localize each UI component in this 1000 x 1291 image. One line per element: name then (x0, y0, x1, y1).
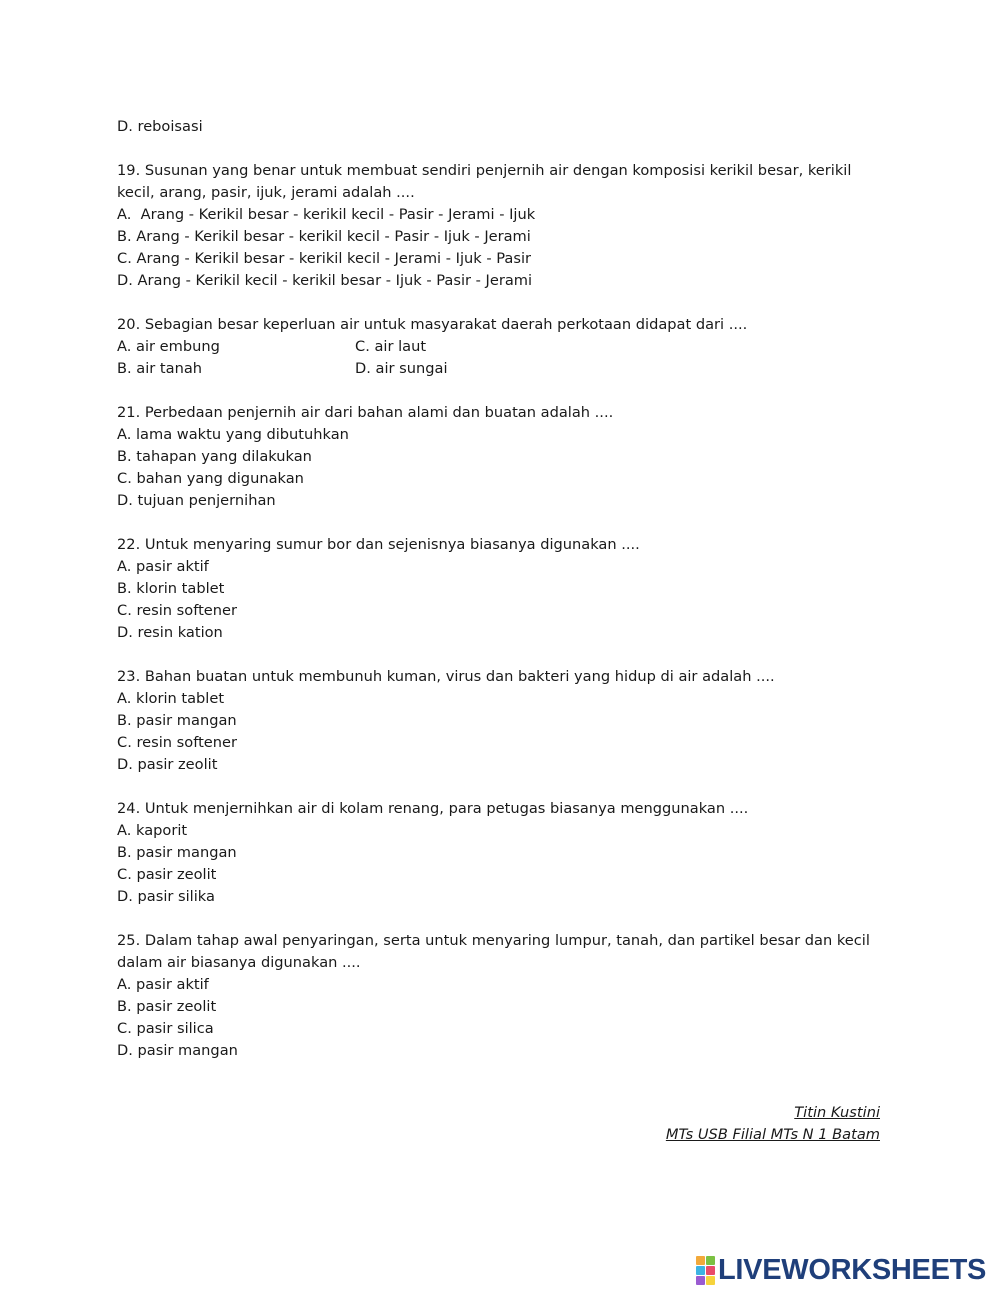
logo-text: LIVEWORKSHEETS (718, 1253, 987, 1286)
option-a[interactable]: A. klorin tablet (117, 690, 225, 707)
question-stem: kecil, arang, pasir, ijuk, jerami adalah .... (117, 184, 415, 201)
option-d[interactable]: D. pasir zeolit (117, 756, 218, 773)
logo-tile (696, 1266, 705, 1275)
option-c[interactable]: C. pasir silica (117, 1020, 214, 1037)
author-name: Titin Kustini (794, 1104, 880, 1121)
option-d[interactable]: D. tujuan penjernihan (117, 492, 276, 509)
option-b[interactable]: B. air tanah (117, 360, 203, 377)
options-row (117, 336, 887, 358)
option-b[interactable]: B. pasir mangan (117, 712, 237, 729)
question-stem: 21. Perbedaan penjernih air dari bahan alami dan buatan adalah .... (117, 404, 614, 421)
option-a[interactable]: A. Arang - Kerikil besar - kerikil kecil - Pasir - Jerami - Ijuk (117, 206, 536, 223)
option-c[interactable]: C. pasir zeolit (117, 866, 217, 883)
option-b[interactable]: B. tahapan yang dilakukan (117, 448, 312, 465)
author-signature (666, 1102, 880, 1146)
logo-tile (696, 1276, 705, 1285)
question-23 (117, 666, 887, 776)
previous-answer-line: D. reboisasi (117, 118, 203, 135)
question-19 (117, 160, 887, 292)
option-a[interactable]: A. pasir aktif (117, 976, 209, 993)
question-25 (117, 930, 887, 1062)
option-c[interactable]: C. Arang - Kerikil besar - kerikil kecil - Jerami - Ijuk - Pasir (117, 250, 531, 267)
option-b[interactable]: B. klorin tablet (117, 580, 225, 597)
logo-tile (706, 1256, 715, 1265)
option-d[interactable]: D. pasir mangan (117, 1042, 238, 1059)
question-stem: 19. Susunan yang benar untuk membuat sendiri penjernih air dengan komposisi kerikil besar, kerikil (117, 162, 852, 179)
question-stem: 23. Bahan buatan untuk membunuh kuman, virus dan bakteri yang hidup di air adalah .... (117, 668, 775, 685)
option-c[interactable]: C. air laut (355, 338, 427, 355)
liveworksheets-logo[interactable] (696, 1254, 986, 1286)
logo-tile (706, 1276, 715, 1285)
option-d[interactable]: D. pasir silika (117, 888, 215, 905)
option-d[interactable]: D. resin kation (117, 624, 223, 641)
question-20 (117, 314, 887, 380)
logo-tile (696, 1256, 705, 1265)
option-d[interactable]: D. air sungai (355, 360, 448, 377)
question-stem: 24. Untuk menjernihkan air di kolam renang, para petugas biasanya menggunakan .... (117, 800, 749, 817)
option-b[interactable]: B. Arang - Kerikil besar - kerikil kecil - Pasir - Ijuk - Jerami (117, 228, 531, 245)
question-stem: dalam air biasanya digunakan .... (117, 954, 361, 971)
question-stem: 22. Untuk menyaring sumur bor dan sejenisnya biasanya digunakan .... (117, 536, 640, 553)
option-a[interactable]: A. kaporit (117, 822, 188, 839)
question-24 (117, 798, 887, 908)
option-c[interactable]: C. bahan yang digunakan (117, 470, 304, 487)
option-c[interactable]: C. resin softener (117, 602, 238, 619)
question-21 (117, 402, 887, 512)
option-a[interactable]: A. air embung (117, 338, 220, 355)
option-b[interactable]: B. pasir zeolit (117, 998, 217, 1015)
question-stem: 20. Sebagian besar keperluan air untuk masyarakat daerah perkotaan didapat dari .... (117, 316, 748, 333)
question-22 (117, 534, 887, 644)
option-c[interactable]: C. resin softener (117, 734, 238, 751)
author-school: MTs USB Filial MTs N 1 Batam (665, 1126, 880, 1143)
option-d[interactable]: D. Arang - Kerikil kecil - kerikil besar - Ijuk - Pasir - Jerami (117, 272, 533, 289)
previous-answer-block (117, 116, 887, 138)
question-stem: 25. Dalam tahap awal penyaringan, serta untuk menyaring lumpur, tanah, dan partikel besar dan kecil (117, 932, 870, 949)
option-a[interactable]: A. pasir aktif (117, 558, 209, 575)
option-b[interactable]: B. pasir mangan (117, 844, 237, 861)
options-row (117, 358, 887, 380)
option-a[interactable]: A. lama waktu yang dibutuhkan (117, 426, 349, 443)
logo-mark-icon (696, 1256, 715, 1285)
worksheet-page (117, 116, 887, 1084)
logo-tile (706, 1266, 715, 1275)
